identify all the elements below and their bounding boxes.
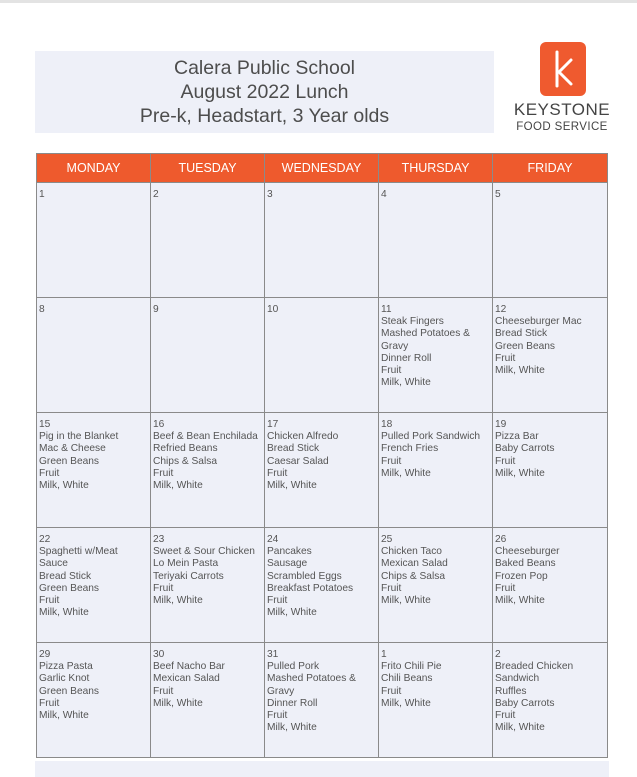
day-number: 31: [267, 649, 279, 660]
menu-item: Fruit: [153, 685, 174, 697]
menu-item: Sweet & Sour Chicken: [153, 546, 255, 558]
menu-item: Garlic Knot: [39, 673, 90, 685]
menu-item: Milk, White: [267, 480, 317, 492]
day-number: 19: [495, 419, 507, 430]
calendar-day-cell: [265, 528, 379, 643]
day-number: 2: [495, 649, 501, 660]
menu-item: Frito Chili Pie: [381, 661, 442, 673]
menu-audience: Pre-k, Headstart, 3 Year olds: [139, 105, 390, 127]
menu-item: Sandwich: [495, 673, 540, 685]
menu-item: Milk, White: [153, 697, 203, 709]
menu-item: Chili Beans: [381, 673, 433, 685]
calendar-day-cell: [265, 413, 379, 528]
day-number: 2: [153, 189, 159, 200]
menu-item: French Fries: [381, 443, 439, 455]
calendar-day-cell: [493, 528, 608, 643]
weekday-tuesday: TUESDAY: [151, 154, 265, 183]
menu-item: Mashed Potatoes &: [381, 328, 470, 340]
calendar-day-cell: [37, 413, 151, 528]
calendar-day-cell: [151, 643, 265, 758]
calendar-day-cell: [493, 643, 608, 758]
menu-item: Green Beans: [39, 455, 100, 467]
menu-item: Ruffles: [495, 685, 527, 697]
menu-month: August 2022 Lunch: [180, 81, 349, 103]
day-number: 8: [39, 304, 45, 315]
menu-item: Mashed Potatoes &: [267, 673, 356, 685]
calendar-week-row: [37, 528, 608, 643]
weekday-wednesday: WEDNESDAY: [265, 154, 379, 183]
menu-item: Milk, White: [153, 480, 203, 492]
menu-item: Bread Stick: [267, 443, 320, 455]
calendar-day-cell: [37, 643, 151, 758]
menu-item: Breaded Chicken: [495, 661, 574, 673]
lunch-calendar: [36, 153, 608, 758]
calendar-day-cell: [493, 183, 608, 298]
day-number: 18: [381, 419, 393, 430]
calendar-day-cell: [379, 183, 493, 298]
menu-item: Sauce: [39, 558, 68, 570]
calendar-week-row: [37, 298, 608, 413]
menu-item: Breakfast Potatoes: [267, 582, 354, 594]
menu-item: Fruit: [39, 467, 60, 479]
day-number: 24: [267, 534, 279, 545]
menu-item: Steak Fingers: [381, 316, 444, 328]
menu-item: Fruit: [39, 595, 60, 607]
menu-item: Mexican Salad: [381, 558, 448, 570]
menu-item: Milk, White: [381, 697, 431, 709]
day-number: 5: [495, 189, 501, 200]
menu-item: Gravy: [381, 340, 409, 352]
day-number: 15: [39, 419, 51, 430]
day-number: 16: [153, 419, 165, 430]
calendar-day-cell: [379, 413, 493, 528]
menu-item: Fruit: [267, 595, 288, 607]
menu-item: Pulled Pork: [267, 661, 320, 673]
menu-item: Pancakes: [267, 546, 312, 558]
menu-item: Cheeseburger Mac: [495, 316, 582, 328]
day-number: 1: [381, 649, 387, 660]
menu-item: Milk, White: [495, 595, 545, 607]
menu-item: Milk, White: [495, 365, 545, 377]
menu-item: Milk, White: [39, 607, 89, 619]
footer-panel: [35, 761, 609, 777]
menu-item: Teriyaki Carrots: [153, 570, 224, 582]
title-block: [35, 51, 494, 133]
menu-item: Bread Stick: [39, 570, 92, 582]
weekday-thursday: THURSDAY: [379, 154, 493, 183]
menu-item: Cheeseburger: [495, 546, 560, 558]
menu-item: Fruit: [381, 685, 402, 697]
menu-item: Green Beans: [495, 340, 556, 352]
day-number: 12: [495, 304, 507, 315]
menu-item: Gravy: [267, 685, 295, 697]
menu-item: Chips & Salsa: [153, 455, 217, 467]
menu-item: Mac & Cheese: [39, 443, 106, 455]
menu-item: Milk, White: [267, 607, 317, 619]
menu-item: Baby Carrots: [495, 697, 555, 709]
calendar-day-cell: [493, 298, 608, 413]
menu-item: Dinner Roll: [381, 352, 432, 364]
menu-item: Caesar Salad: [267, 455, 329, 467]
calendar-week-row: [37, 183, 608, 298]
menu-item: Pig in the Blanket: [39, 431, 119, 443]
menu-item: Milk, White: [495, 467, 545, 479]
day-number: 17: [267, 419, 279, 430]
day-number: 30: [153, 649, 165, 660]
menu-item: Refried Beans: [153, 443, 218, 455]
menu-item: Dinner Roll: [267, 697, 318, 709]
keystone-k-icon: [540, 42, 586, 96]
day-number: 26: [495, 534, 507, 545]
menu-item: Pizza Bar: [495, 431, 539, 443]
calendar-day-cell: [151, 183, 265, 298]
menu-item: Sausage: [267, 558, 308, 570]
weekday-monday: MONDAY: [37, 154, 151, 183]
school-name: Calera Public School: [173, 57, 355, 79]
menu-item: Fruit: [381, 455, 402, 467]
menu-item: Milk, White: [153, 595, 203, 607]
menu-item: Milk, White: [39, 710, 89, 722]
day-number: 11: [381, 304, 392, 315]
calendar-day-cell: [151, 528, 265, 643]
weekday-friday: FRIDAY: [493, 154, 608, 183]
calendar-day-cell: [265, 183, 379, 298]
menu-item: Pulled Pork Sandwich: [381, 431, 481, 443]
menu-item: Baby Carrots: [495, 443, 555, 455]
menu-item: Green Beans: [39, 582, 100, 594]
menu-item: Milk, White: [267, 722, 317, 734]
calendar-week-row: [37, 413, 608, 528]
menu-item: Fruit: [495, 455, 516, 467]
calendar-day-cell: [37, 183, 151, 298]
calendar-day-cell: [379, 528, 493, 643]
calendar-body: [37, 183, 608, 758]
menu-item: Fruit: [267, 467, 288, 479]
menu-item: Fruit: [153, 467, 174, 479]
calendar-week-row: [37, 643, 608, 758]
weekday-header-row: [37, 154, 608, 183]
calendar-day-cell: [265, 298, 379, 413]
menu-item: Chips & Salsa: [381, 570, 445, 582]
calendar-day-cell: [151, 413, 265, 528]
menu-item: Fruit: [381, 365, 402, 377]
logo-subtitle: FOOD SERVICE: [516, 121, 608, 133]
menu-item: Lo Mein Pasta: [153, 558, 219, 570]
menu-item: Pizza Pasta: [39, 661, 93, 673]
menu-item: Milk, White: [381, 467, 431, 479]
menu-item: Chicken Alfredo: [267, 431, 339, 443]
day-number: 1: [39, 189, 45, 200]
menu-item: Frozen Pop: [495, 570, 548, 582]
logo-name: KEYSTONE: [513, 100, 611, 119]
menu-item: Beef & Bean Enchilada: [153, 431, 258, 443]
menu-item: Milk, White: [495, 722, 545, 734]
menu-item: Mexican Salad: [153, 673, 220, 685]
menu-item: Milk, White: [381, 377, 431, 389]
calendar-day-cell: [379, 298, 493, 413]
calendar-day-cell: [37, 298, 151, 413]
day-number: 25: [381, 534, 393, 545]
menu-item: Fruit: [381, 582, 402, 594]
menu-item: Green Beans: [39, 685, 100, 697]
day-number: 9: [153, 304, 159, 315]
calendar-day-cell: [493, 413, 608, 528]
menu-item: Bread Stick: [495, 328, 548, 340]
menu-item: Chicken Taco: [381, 546, 442, 558]
menu-item: Fruit: [153, 582, 174, 594]
day-number: 10: [267, 304, 279, 315]
menu-item: Fruit: [39, 697, 60, 709]
menu-item: Fruit: [267, 710, 288, 722]
menu-item: Beef Nacho Bar: [153, 661, 225, 673]
menu-item: Fruit: [495, 352, 516, 364]
menu-item: Fruit: [495, 582, 516, 594]
calendar-day-cell: [265, 643, 379, 758]
day-number: 22: [39, 534, 51, 545]
menu-item: Scrambled Eggs: [267, 570, 342, 582]
calendar-day-cell: [379, 643, 493, 758]
calendar-day-cell: [37, 528, 151, 643]
day-number: 3: [267, 189, 273, 200]
day-number: 29: [39, 649, 51, 660]
menu-item: Fruit: [495, 710, 516, 722]
menu-item: Milk, White: [39, 480, 89, 492]
top-border: [0, 0, 637, 3]
day-number: 4: [381, 189, 387, 200]
menu-item: Spaghetti w/Meat: [39, 546, 118, 558]
menu-item: Milk, White: [381, 595, 431, 607]
calendar-day-cell: [151, 298, 265, 413]
day-number: 23: [153, 534, 165, 545]
menu-item: Baked Beans: [495, 558, 556, 570]
